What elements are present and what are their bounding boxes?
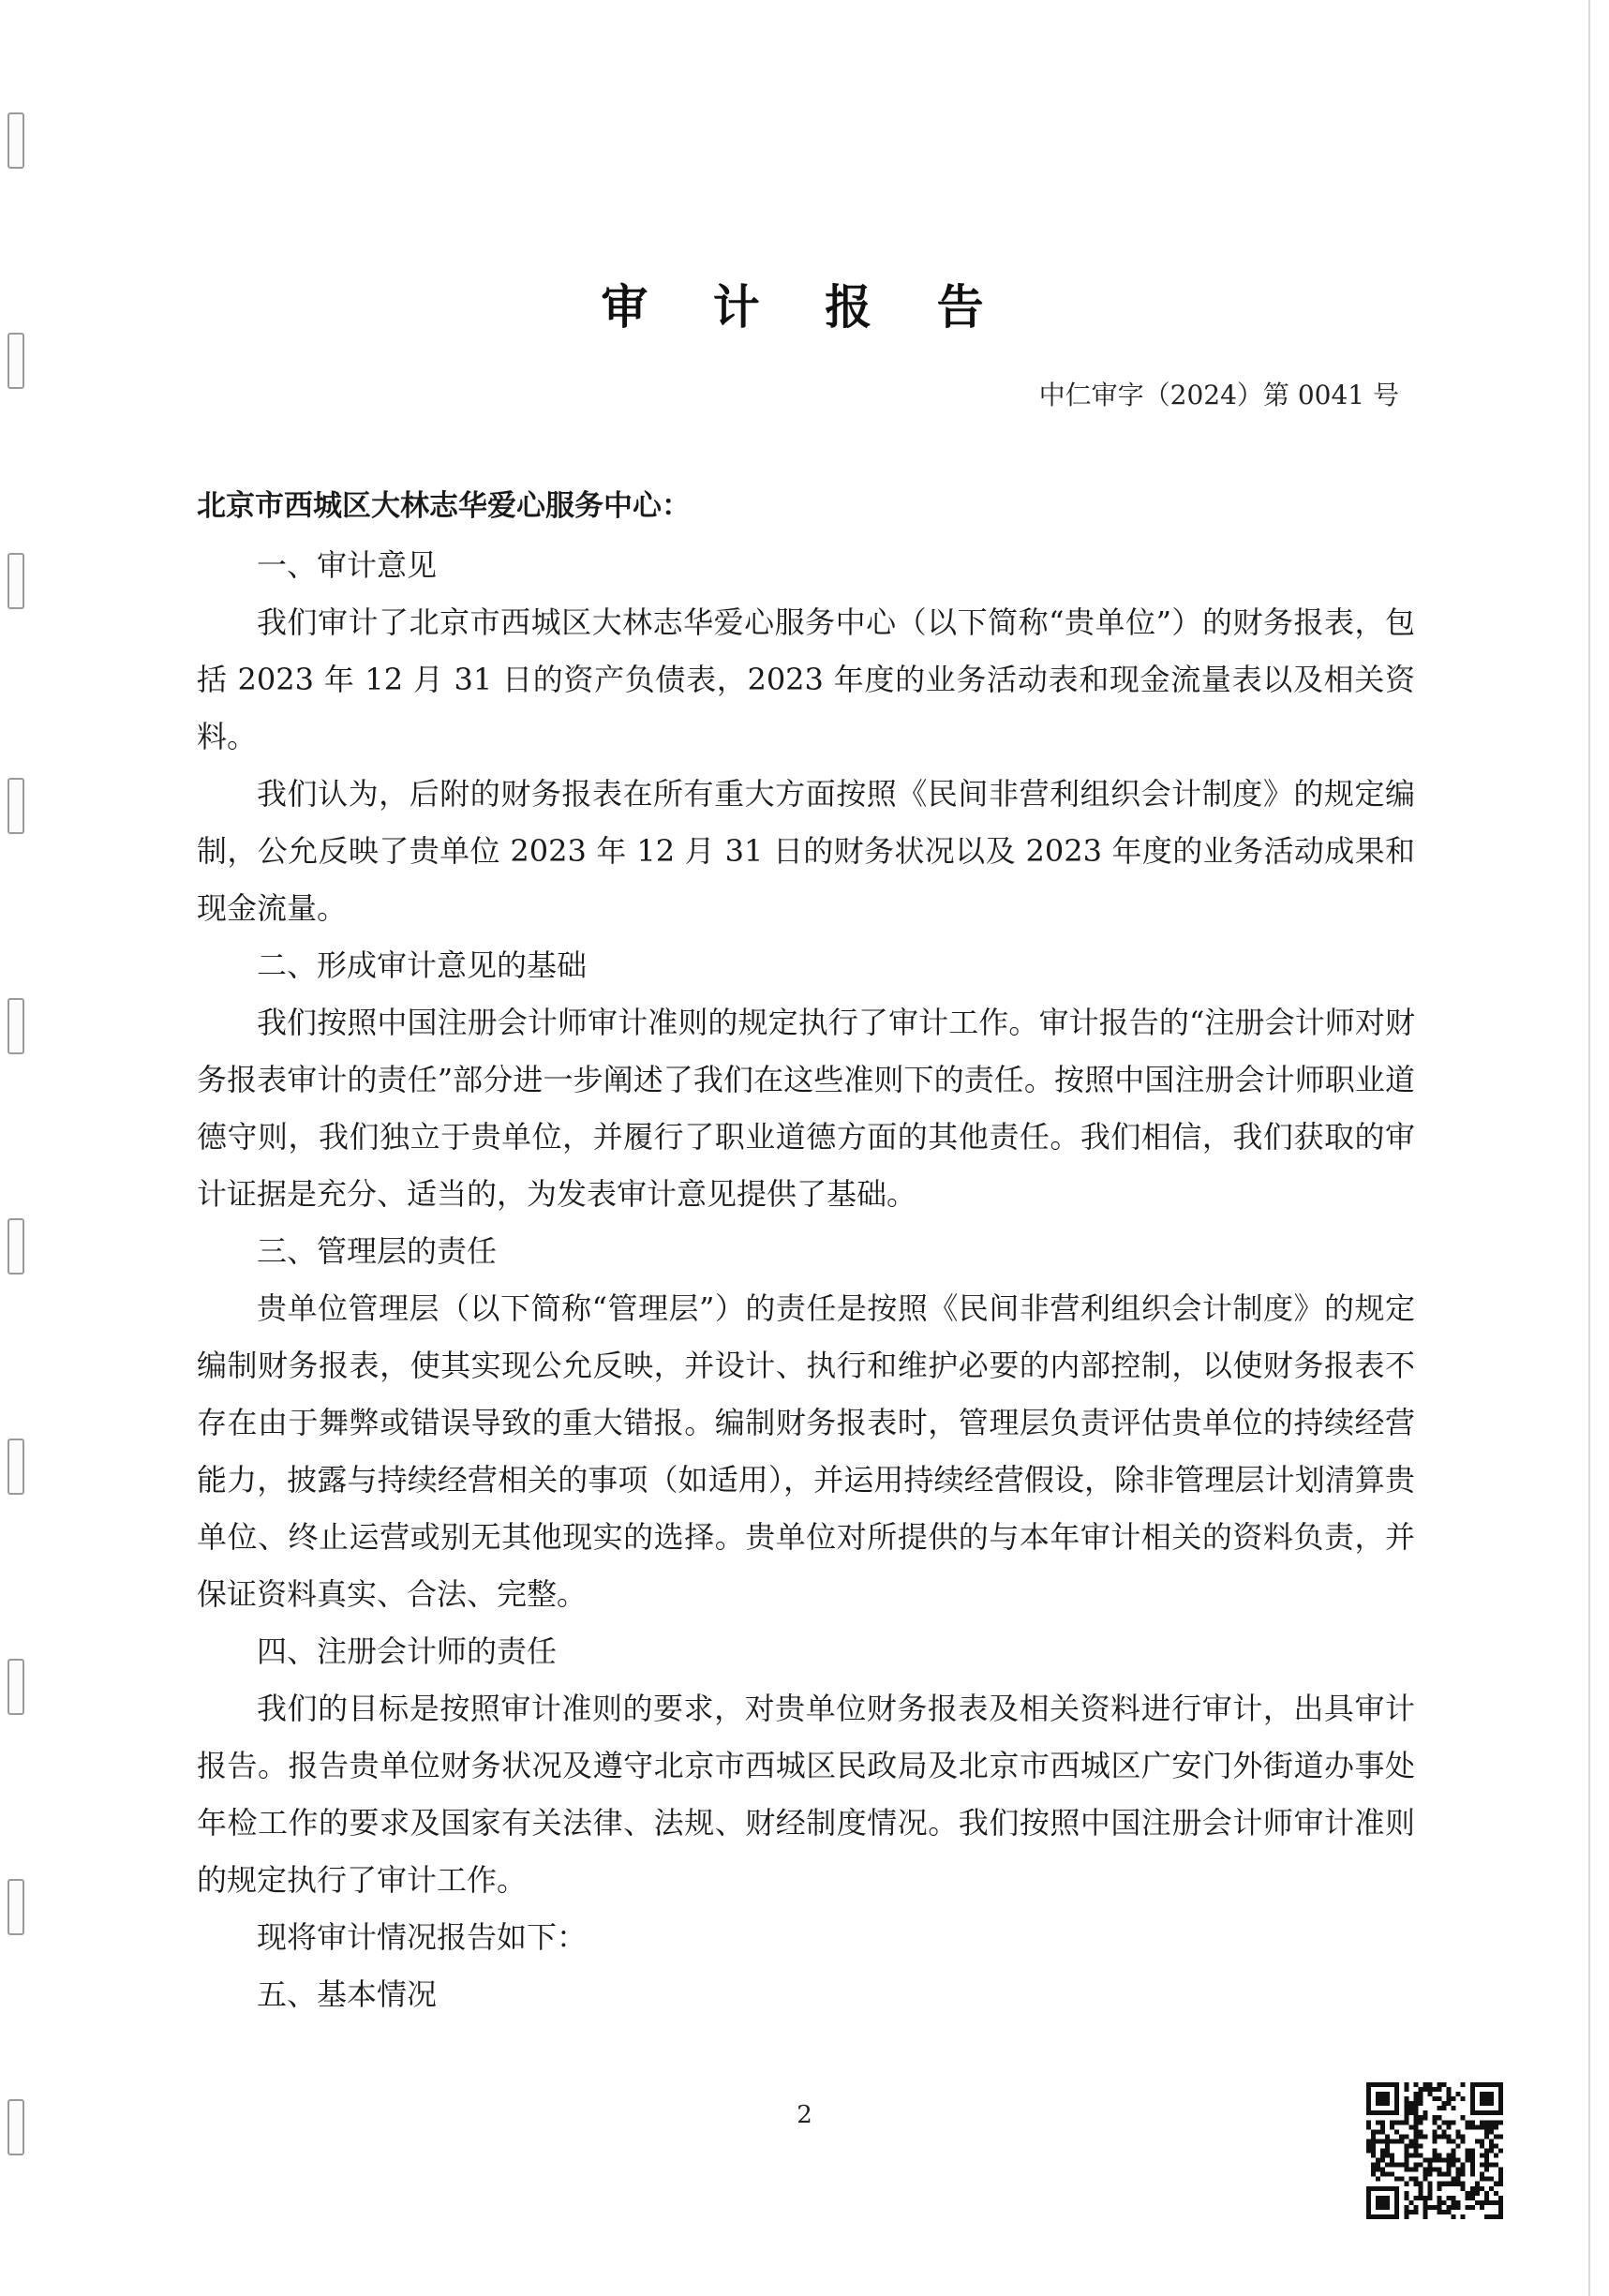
section-heading: 一、审计意见 <box>257 547 438 583</box>
addressee: 北京市西城区大林志华爱心服务中心： <box>197 489 691 523</box>
page-edge <box>1588 0 1590 2296</box>
binding-hole <box>7 1218 24 1275</box>
section-heading: 三、管理层的责任 <box>257 1233 498 1269</box>
binding-hole <box>7 1659 24 1715</box>
page-number: 2 <box>797 2101 812 2129</box>
binding-hole <box>7 1439 24 1495</box>
binding-hole <box>7 998 24 1054</box>
binding-hole <box>7 553 24 609</box>
report-title: 审 计 报 告 <box>601 280 1008 335</box>
paragraph: 我们审计了北京市西城区大林志华爱心服务中心（以下简称“贵单位”）的财务报表，包括 2023 年 12 月 31 日的资产负债表，2023 年度的业务活动表和现金流量表以及相关资料。 <box>197 604 1415 754</box>
section-heading: 二、形成审计意见的基础 <box>257 947 588 983</box>
qr-code-icon <box>1366 2082 1503 2219</box>
paragraph: 我们认为，后附的财务报表在所有重大方面按照《民间非营利组织会计制度》的规定编制，公允反映了贵单位 2023 年 12 月 31 日的财务状况以及 2023 年度的业务活动成果和现金流量。 <box>197 776 1415 926</box>
document-number: 中仁审字（2024）第 0041 号 <box>1038 380 1399 410</box>
paragraph: 我们的目标是按照审计准则的要求，对贵单位财务报表及相关资料进行审计，出具审计报告。报告贵单位财务状况及遵守北京市西城区民政局及北京市西城区广安门外街道办事处年检工作的要求及国家有关法律、法规、财经制度情况。我们按照中国注册会计师审计准则的规定执行了审计工作。 <box>197 1691 1415 1898</box>
binding-hole <box>7 112 24 169</box>
paragraph: 现将审计情况报告如下： <box>257 1919 588 1955</box>
paragraph: 贵单位管理层（以下简称“管理层”）的责任是按照《民间非营利组织会计制度》的规定编制财务报表，使其实现公允反映，并设计、执行和维护必要的内部控制，以使财务报表不存在由于舞弊或错误导致的重大错报。编制财务报表时，管理层负责评估贵单位的持续经营能力，披露与持续经营相关的事项（如适用），并运用持续经营假设，除非管理层计划清算贵单位、终止运营或别无其他现实的选择。贵单位对所提供的与本年审计相关的资料负责，并保证资料真实、合法、完整。 <box>197 1290 1415 1612</box>
binding-hole <box>7 333 24 389</box>
section-heading: 四、注册会计师的责任 <box>257 1633 558 1669</box>
paragraph: 我们按照中国注册会计师审计准则的规定执行了审计工作。审计报告的“注册会计师对财务报表审计的责任”部分进一步阐述了我们在这些准则下的责任。按照中国注册会计师职业道德守则，我们独立于贵单位，并履行了职业道德方面的其他责任。我们相信，我们获取的审计证据是充分、适当的，为发表审计意见提供了基础。 <box>197 1005 1415 1212</box>
report-body <box>197 478 1415 2023</box>
binding-hole <box>7 778 24 834</box>
section-heading: 五、基本情况 <box>257 1976 438 2012</box>
binding-hole <box>7 1879 24 1935</box>
